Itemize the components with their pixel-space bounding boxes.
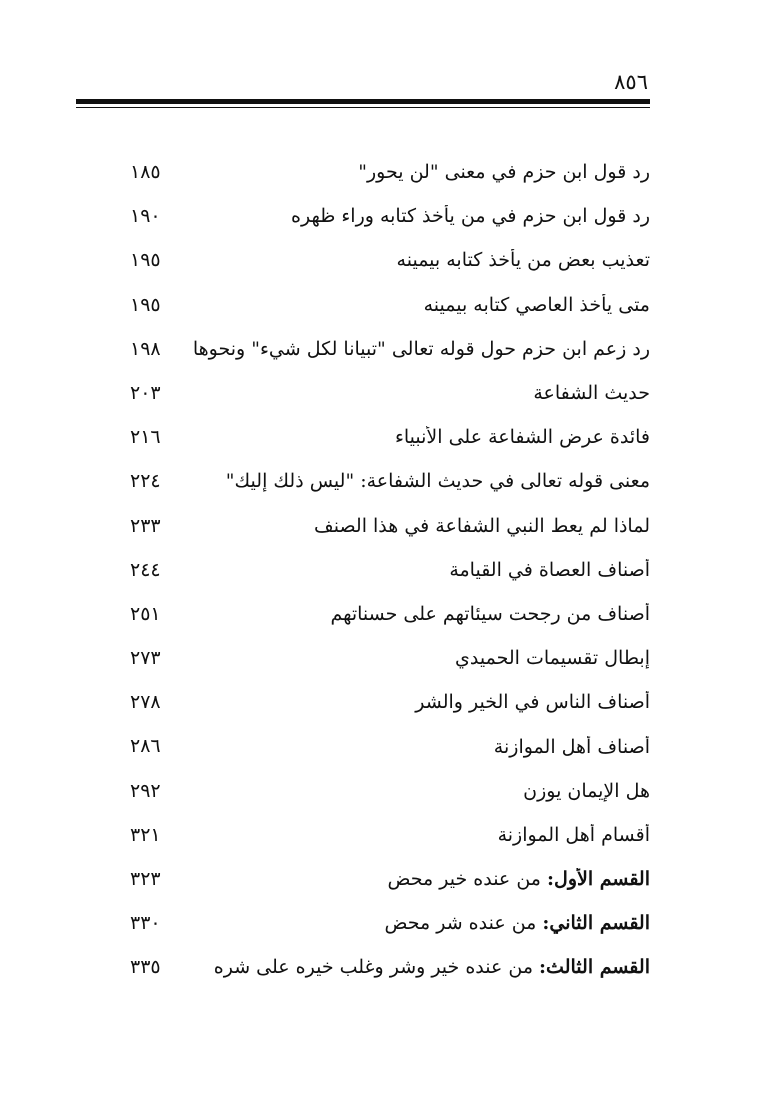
toc-row [120, 504, 650, 548]
toc-entry-title [120, 691, 650, 713]
toc-entry-text: فائدة عرض الشفاعة على الأنبياء [394, 426, 650, 449]
toc-entry-page: ٣٣٠ [130, 912, 161, 935]
toc-row [120, 194, 650, 238]
toc-row [120, 901, 650, 945]
toc-entry-title [120, 515, 650, 537]
toc-row [120, 238, 650, 282]
toc-entry-text: أصناف من رجحت سيئاتهم على حسناتهم [330, 602, 650, 625]
toc-entry-text: هل الإيمان يوزن [523, 779, 650, 802]
toc-entry-page: ١٩٥ [130, 293, 161, 316]
toc-entry-text: من عنده شر محض [384, 912, 543, 935]
toc-row [120, 371, 650, 415]
toc-entry-title [120, 603, 650, 625]
toc-row [120, 459, 650, 503]
toc-entry-page: ١٩٠ [130, 205, 161, 228]
toc-entry-title [120, 956, 650, 978]
toc-entry-title [120, 249, 650, 271]
toc-entry-page: ١٩٥ [130, 249, 161, 272]
toc-entry-page: ٢٤٤ [130, 558, 161, 581]
toc-entry-lead: القسم الثاني: [542, 912, 650, 935]
toc-entry-text: إبطال تقسيمات الحميدي [455, 647, 650, 670]
toc-row [120, 769, 650, 813]
toc-entry-title [120, 647, 650, 669]
toc-entry-page: ٢٥١ [130, 602, 161, 625]
toc-entry-page: ٢٢٤ [130, 470, 161, 493]
header-rule-thick [76, 99, 650, 104]
toc-entry-page: ٢٣٣ [130, 514, 161, 537]
toc-entry-page: ١٨٥ [130, 161, 161, 183]
toc-entry-text: متى يأخذ العاصي كتابه بيمينه [423, 293, 650, 316]
toc-entry-title [120, 780, 650, 802]
toc-entry-title [120, 205, 650, 227]
toc-entry-page: ٢٧٨ [130, 691, 161, 714]
toc-row [120, 813, 650, 857]
toc-entry-text: حديث الشفاعة [533, 382, 650, 405]
toc-row [120, 150, 650, 194]
toc-entry-page: ٣٢١ [130, 823, 161, 846]
toc-entry-page: ٢١٦ [130, 426, 161, 449]
toc-entry-text: رد زعم ابن حزم حول قوله تعالى "تبيانا لكل شيء" ونحوها [192, 337, 650, 360]
table-of-contents [120, 150, 650, 990]
toc-entry-text: من عنده خير وشر وغلب خيره على شره [213, 956, 540, 979]
toc-entry-title [120, 338, 650, 360]
page-number: ٨٥٦ [614, 70, 648, 94]
toc-entry-page: ٣٢٣ [130, 868, 161, 890]
toc-entry-page: ٢٧٣ [130, 647, 161, 670]
toc-entry-title [120, 294, 650, 316]
toc-entry-text: أصناف أهل الموازنة [493, 735, 650, 758]
toc-entry-text: رد قول ابن حزم في معنى "لن يحور" [358, 161, 650, 184]
toc-entry-title [120, 559, 650, 581]
toc-entry-text: من عنده خير محض [387, 868, 547, 891]
toc-entry-page: ١٩٨ [130, 337, 161, 360]
toc-entry-title [120, 470, 650, 492]
toc-entry-title [120, 382, 650, 404]
toc-entry-text: رد قول ابن حزم في من يأخذ كتابه وراء ظهره [291, 205, 650, 228]
toc-row [120, 636, 650, 680]
toc-row [120, 415, 650, 459]
toc-row [120, 680, 650, 724]
header-rule-thin [76, 107, 650, 108]
toc-entry-page: ٣٣٥ [130, 956, 161, 979]
toc-row [120, 945, 650, 989]
toc-entry-title [120, 824, 650, 846]
toc-row [120, 724, 650, 768]
toc-entry-text: أصناف الناس في الخير والشر [415, 691, 650, 714]
toc-entry-text: تعذيب بعض من يأخذ كتابه بيمينه [396, 249, 650, 272]
toc-entry-text: معنى قوله تعالى في حديث الشفاعة: "ليس ذلك إليك" [225, 470, 650, 493]
toc-entry-page: ٢٠٣ [130, 381, 161, 404]
toc-entry-title [120, 912, 650, 934]
toc-row [120, 548, 650, 592]
toc-entry-lead: القسم الثالث: [539, 956, 650, 979]
toc-entry-title [120, 426, 650, 448]
toc-entry-page: ٢٩٢ [130, 779, 161, 802]
toc-row [120, 592, 650, 636]
toc-entry-text: لماذا لم يعط النبي الشفاعة في هذا الصنف [314, 514, 650, 537]
toc-entry-text: أصناف العصاة في القيامة [449, 558, 650, 581]
toc-row [120, 857, 650, 901]
toc-entry-title [120, 161, 650, 183]
toc-row [120, 327, 650, 371]
toc-entry-page: ٢٨٦ [130, 735, 161, 758]
toc-entry-text: أقسام أهل الموازنة [497, 823, 650, 846]
toc-entry-title [120, 868, 650, 890]
toc-entry-lead: القسم الأول: [547, 868, 650, 891]
toc-row [120, 283, 650, 327]
toc-entry-title [120, 736, 650, 758]
